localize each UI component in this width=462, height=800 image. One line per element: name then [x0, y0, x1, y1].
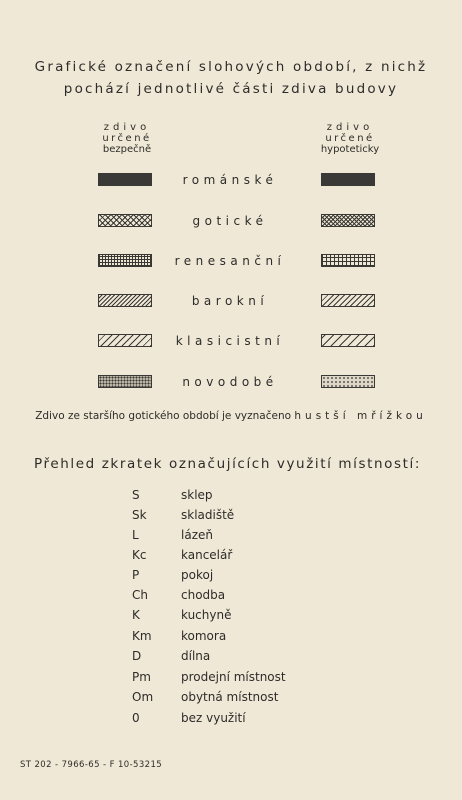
gothic-note-emphasis: hustší mřížkou	[294, 410, 427, 422]
style-name-novodobe: novodobé	[182, 375, 278, 389]
style-name-goticke: gotické	[192, 214, 268, 228]
style-name-renesancni: renesanční	[174, 254, 286, 268]
right-header-line-3: hypoteticky	[320, 144, 380, 155]
gothic-note-text: Zdivo ze staršího gotického období je vyznačeno	[35, 410, 292, 422]
left-header-line-1: zdivo	[103, 122, 151, 133]
abbr-meaning: pokoj	[181, 568, 214, 582]
abbr-meaning: skladiště	[181, 508, 235, 522]
style-name-barokni: barokní	[191, 294, 269, 308]
swatch-renesancni-hypothetical	[321, 254, 375, 267]
style-name-klasicistni: klasicistní	[175, 334, 285, 348]
abbr-code: Kc	[132, 548, 147, 562]
abbr-meaning: prodejní místnost	[181, 670, 286, 684]
swatch-novodobe-hypothetical	[321, 375, 375, 388]
swatch-goticke-hypothetical	[321, 214, 375, 227]
abbr-meaning: lázeň	[181, 528, 213, 542]
left-header-line-2: určené	[102, 133, 152, 144]
left-header-line-3: bezpečně	[102, 144, 152, 155]
abbr-code: L	[132, 528, 139, 542]
abbr-meaning: chodba	[181, 588, 226, 602]
right-header-line-2: určené	[325, 133, 375, 144]
swatch-renesancni-certain	[98, 254, 152, 267]
swatch-romanske-certain	[98, 173, 152, 186]
abbr-code: 0	[132, 711, 140, 725]
abbr-meaning: kancelář	[181, 548, 233, 562]
swatch-novodobe-certain	[98, 375, 152, 388]
swatch-romanske-hypothetical	[321, 173, 375, 186]
style-name-romanske: románské	[182, 173, 278, 187]
title-line-2: pochází jednotlivé části zdiva budovy	[63, 81, 399, 97]
abbr-meaning: dílna	[181, 649, 211, 663]
abbr-code: Om	[132, 690, 154, 704]
left-column-header	[82, 122, 172, 155]
title-line-1: Grafické označení slohových období, z nichž	[34, 59, 428, 75]
print-reference-footer: ST 202 - 7966-65 - F 10-53215	[20, 760, 163, 770]
swatch-goticke-certain	[98, 214, 152, 227]
abbr-meaning: komora	[181, 629, 227, 643]
abbr-code: P	[132, 568, 140, 582]
swatch-klasicistni-certain	[98, 334, 152, 347]
swatch-barokni-certain	[98, 294, 152, 307]
gothic-note	[0, 410, 462, 422]
abbr-meaning: kuchyně	[181, 608, 232, 622]
abbr-meaning: obytná místnost	[181, 690, 279, 704]
swatch-barokni-hypothetical	[321, 294, 375, 307]
abbr-code: K	[132, 608, 140, 622]
abbr-code: Pm	[132, 670, 151, 684]
abbr-code: Ch	[132, 588, 148, 602]
abbr-code: Sk	[132, 508, 147, 522]
abbr-code: Km	[132, 629, 152, 643]
abbr-meaning: bez využití	[181, 711, 246, 725]
abbr-meaning: sklep	[181, 488, 213, 502]
swatch-klasicistni-hypothetical	[321, 334, 375, 347]
right-column-header	[305, 122, 395, 155]
abbr-code: D	[132, 649, 142, 663]
abbr-code: S	[132, 488, 140, 502]
abbreviations-title: Přehled zkratek označujících využití místností:	[34, 456, 422, 472]
right-header-line-1: zdivo	[326, 122, 374, 133]
